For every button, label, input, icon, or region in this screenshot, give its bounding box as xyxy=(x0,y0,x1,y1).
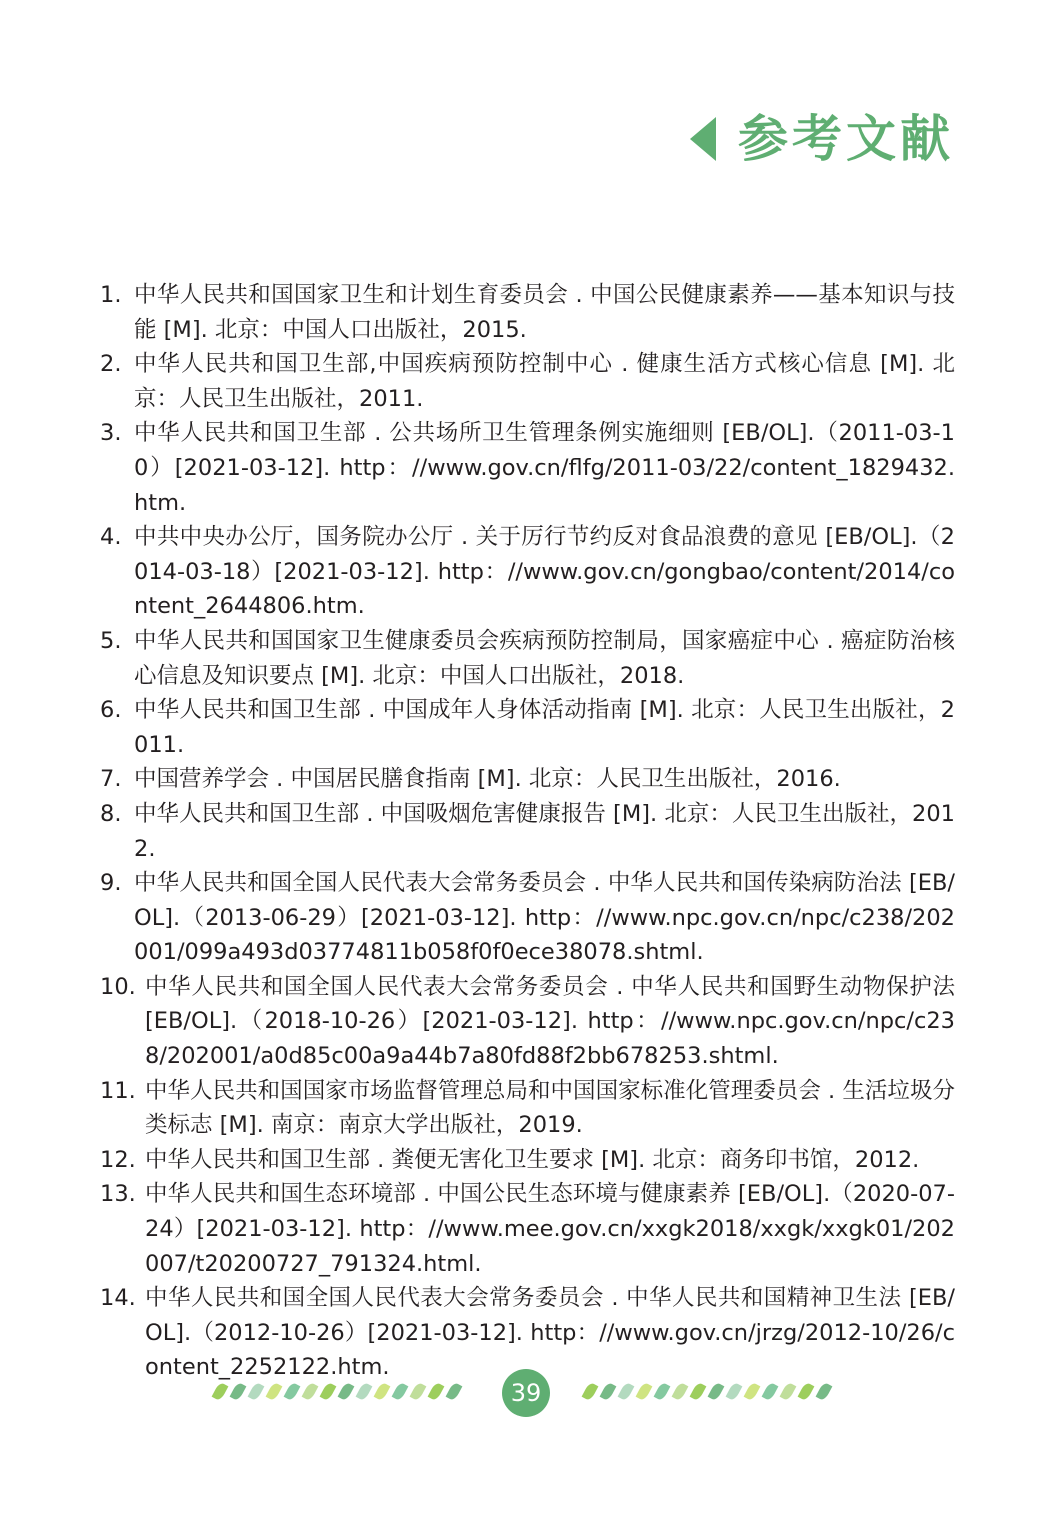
reference-item xyxy=(100,520,955,624)
leaf-icon xyxy=(356,1382,373,1402)
reference-number: 1. xyxy=(100,282,122,308)
leaf-icon xyxy=(212,1382,229,1402)
reference-list xyxy=(100,278,955,1385)
leaf-icon xyxy=(726,1382,743,1402)
reference-item xyxy=(100,624,955,693)
reference-item xyxy=(100,1074,955,1143)
leaf-icon xyxy=(708,1382,725,1402)
reference-item xyxy=(100,278,955,347)
reference-number: 2. xyxy=(100,351,122,378)
reference-number: 12. xyxy=(100,1146,136,1173)
reference-number: 8. xyxy=(100,800,122,827)
leaf-icon xyxy=(690,1382,707,1402)
reference-number: 11. xyxy=(100,1077,136,1104)
reference-number: 3. xyxy=(100,420,122,447)
reference-text: 中华人民共和国国家卫生健康委员会疾病预防控制局，国家癌症中心 . 癌症防治核心信息及知识要点 [M]. 北京：中国人口出版社，2018. xyxy=(134,627,955,689)
reference-number: 6. xyxy=(100,697,122,724)
leaf-icon xyxy=(230,1382,247,1402)
reference-text: 中共中央办公厅，国务院办公厅 . 关于厉行节约反对食品浪费的意见 [EB/OL].（2014-03-18）[2021-03-12]. http：//www.gov.cn/gongbao/content/2014/content_2644806.htm. xyxy=(134,524,955,620)
reference-item xyxy=(100,1143,955,1178)
reference-text: 中华人民共和国生态环境部 . 中国公民生态环境与健康素养 [EB/OL].（2020-07-24）[2021-03-12]. http：//www.mee.gov.cn/xxgk2018/xxgk/xxgk01/202007/t20200727_791324.html. xyxy=(145,1181,955,1277)
leaf-icon xyxy=(302,1382,319,1402)
leaf-icon xyxy=(618,1382,635,1402)
leaf-icon xyxy=(428,1382,445,1402)
leaf-icon xyxy=(410,1382,427,1402)
reference-text: 中华人民共和国国家卫生和计划生育委员会 . 中国公民健康素养——基本知识与技能 [M]. 北京：中国人口出版社，2015. xyxy=(134,282,955,343)
reference-text: 中华人民共和国国家市场监督管理总局和中国国家标准化管理委员会 . 生活垃圾分类标志 [M]. 南京：南京大学出版社，2019. xyxy=(145,1077,955,1139)
leaf-icon xyxy=(762,1382,779,1402)
reference-text: 中华人民共和国卫生部 . 粪便无害化卫生要求 [M]. 北京：商务印书馆，2012. xyxy=(145,1146,920,1173)
reference-number: 10. xyxy=(100,973,136,1000)
reference-text: 中华人民共和国卫生部 . 中国成年人身体活动指南 [M]. 北京：人民卫生出版社，2011. xyxy=(134,697,955,758)
reference-number: 13. xyxy=(100,1181,136,1208)
leaf-icon xyxy=(600,1382,617,1402)
leaf-decoration-left xyxy=(215,1383,459,1400)
leaf-icon xyxy=(446,1382,463,1402)
leaf-icon xyxy=(320,1382,337,1402)
triangle-left-icon xyxy=(690,117,716,161)
reference-number: 4. xyxy=(100,524,122,551)
leaf-icon xyxy=(654,1382,671,1402)
leaf-decoration-right xyxy=(585,1383,829,1400)
reference-number: 9. xyxy=(100,870,122,897)
leaf-icon xyxy=(374,1382,391,1402)
page-number-badge: 39 xyxy=(502,1369,550,1417)
reference-number: 5. xyxy=(100,627,122,654)
leaf-icon xyxy=(780,1382,797,1402)
page-footer xyxy=(0,1369,1058,1417)
leaf-icon xyxy=(284,1382,301,1402)
reference-item xyxy=(100,416,955,520)
leaf-icon xyxy=(338,1382,355,1402)
leaf-icon xyxy=(582,1382,599,1402)
reference-text: 中华人民共和国卫生部 . 公共场所卫生管理条例实施细则 [EB/OL].（2011-03-10）[2021-03-12]. http：//www.gov.cn/flfg/2011-03/22/content_1829432.htm. xyxy=(134,420,955,516)
reference-number: 7. xyxy=(100,766,122,793)
reference-item xyxy=(100,797,955,866)
reference-item xyxy=(100,762,955,797)
leaf-icon xyxy=(392,1382,409,1402)
leaf-icon xyxy=(636,1382,653,1402)
reference-text: 中华人民共和国全国人民代表大会常务委员会 . 中华人民共和国传染病防治法 [EB/OL].（2013-06-29）[2021-03-12]. http：//www.npc.gov.cn/npc/c238/202001/099a493d03774811b058f0f0ece38078.shtml. xyxy=(134,870,955,966)
reference-text: 中华人民共和国全国人民代表大会常务委员会 . 中华人民共和国野生动物保护法 [EB/OL].（2018-10-26）[2021-03-12]. http：//www.npc.gov.cn/npc/c238/202001/a0d85c00a9a44b7a80fd88f2bb678253.shtml. xyxy=(145,973,955,1070)
reference-item xyxy=(100,866,955,970)
page-title: 参考文献 xyxy=(738,110,954,168)
page-header xyxy=(690,104,954,174)
reference-item xyxy=(100,347,955,416)
reference-number: 14. xyxy=(100,1285,136,1312)
leaf-icon xyxy=(672,1382,689,1402)
reference-item xyxy=(100,1177,955,1281)
leaf-icon xyxy=(744,1382,761,1402)
leaf-icon xyxy=(798,1382,815,1402)
reference-text: 中国营养学会 . 中国居民膳食指南 [M]. 北京：人民卫生出版社，2016. xyxy=(134,766,841,793)
reference-text: 中华人民共和国卫生部,中国疾病预防控制中心 . 健康生活方式核心信息 [M]. 北京：人民卫生出版社，2011. xyxy=(134,351,955,412)
leaf-icon xyxy=(248,1382,265,1402)
leaf-icon xyxy=(816,1382,833,1402)
reference-text: 中华人民共和国全国人民代表大会常务委员会 . 中华人民共和国精神卫生法 [EB/OL].（2012-10-26）[2021-03-12]. http：//www.gov.cn/jrzg/2012-10/26/content_2252122.htm. xyxy=(145,1285,955,1381)
reference-item xyxy=(100,693,955,762)
reference-text: 中华人民共和国卫生部 . 中国吸烟危害健康报告 [M]. 北京：人民卫生出版社，2012. xyxy=(134,800,955,862)
reference-item xyxy=(100,970,955,1074)
leaf-icon xyxy=(266,1382,283,1402)
